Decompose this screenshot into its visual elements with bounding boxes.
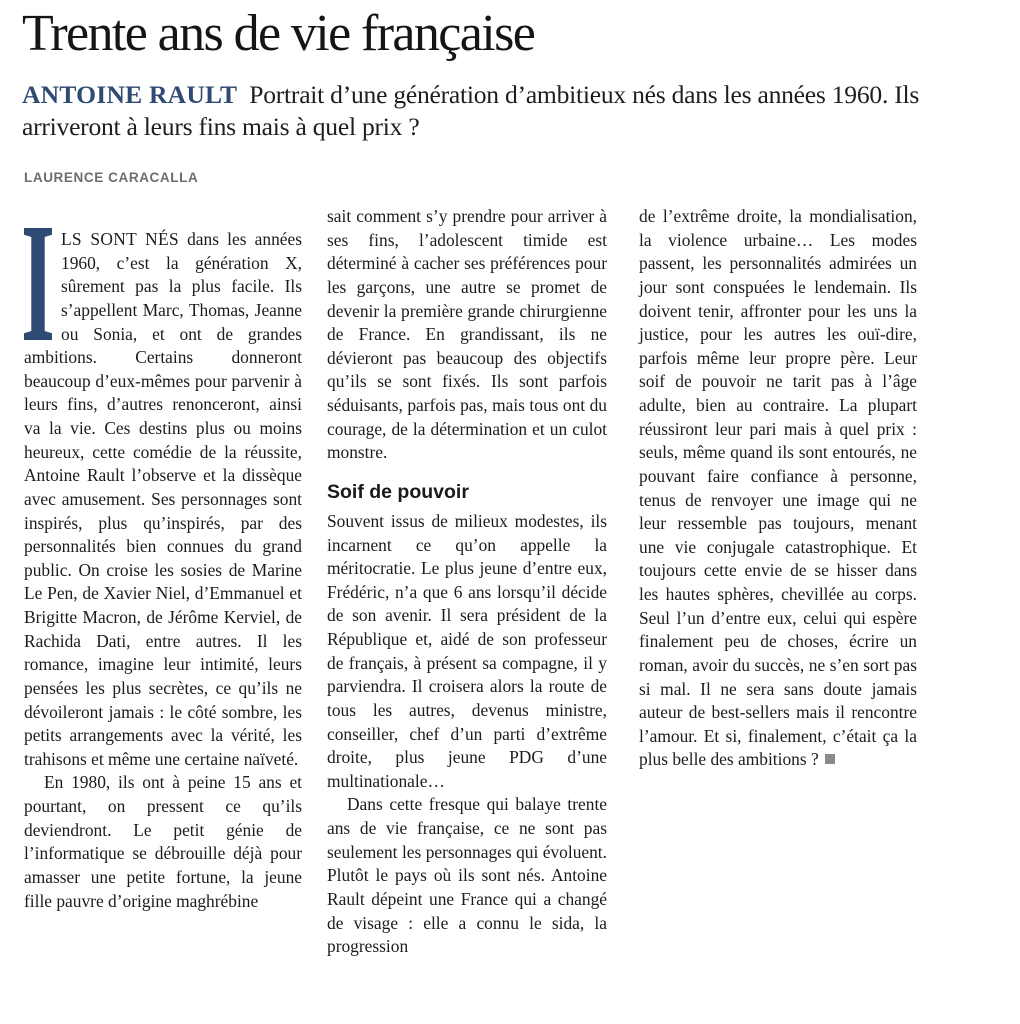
end-square-icon — [825, 754, 835, 764]
book-author-name: ANTOINE RAULT — [22, 80, 238, 109]
lead-smallcaps: LS SONT NÉS — [61, 229, 179, 249]
deck-text: Portrait d’une génération d’ambitieux nés dans les années 1960. Ils arriveront à leurs fins mais à quel prix ? — [22, 80, 920, 141]
paragraph-1 — [24, 228, 302, 771]
paragraph-4-end — [639, 205, 917, 772]
deck — [22, 79, 1012, 143]
dropcap-letter — [24, 228, 52, 340]
paragraph-4-end-text: de l’extrême droite, la mondialisation, la violence urbaine… Les modes passent, les personnalités admirées un jour sont conspuées le lendemain. Ils doivent tenir, affronter pour les uns la justice, pour les autres les ouï-dire, parfois même leur propre père. Leur soif de pouvoir ne tarit pas à l’âge adulte, bien au contraire. La plupart réussiront leur pari mais à quel prix : seuls, même quand ils sont entourés, ne pouvant faire confiance à personne, tenus de renvoyer une image qui ne leur ressemble pas toujours, menant une vie conjugale catastrophique. Et toujours cette envie de se hisser dans les hautes sphères, chevillée au corps. Seul l’un d’entre eux, celui qui espère finalement peu de choses, écrire un roman, avoir du succès, ne s’en sort pas si mal. Il ne sera sans doute jamais auteur de best-sellers mais il rencontre l’amour. Et si, finalement, c’était ça la plus belle des ambitions ? — [639, 206, 917, 770]
paragraph-3: Souvent issus de milieux modestes, ils incarnent ce qu’on appelle la méritocratie. Le plus jeune d’entre eux, Frédéric, n’a que 6 ans lorsqu’il décide de son avenir. Il sera président de la République et, aidé de son professeur de français, à présent sa compagne, il y parviendra. Il croisera alors la route de tous les autres, devenus ministre, conseiller, chef d’un parti d’extrême droite, plus jeune PDG d’une multinationale… — [327, 510, 607, 791]
column-3 — [639, 205, 917, 772]
paragraph-1-text: dans les années 1960, c’est la génération X, sûrement pas la plus facile. Ils s’appellent Marc, Thomas, Jeanne ou Sonia, et ont de grandes ambitions. Certains donneront beaucoup d’eux-mêmes pour parvenir à leurs fins, d’autres renonceront, ainsi va la vie. Ces destins plus ou moins heureux, cette comédie de la réussite, Antoine Rault l’observe et la dissèque avec amusement. Ses personnages sont inspirés, plus qu’inspirés, par des personnalités bien connues du grand public. On croise les sosies de Marine Le Pen, de Xavier Niel, d’Emmanuel et Brigitte Macron, de Jérôme Kerviel, de Rachida Dati, entre autres. Il les romance, imagine leur intimité, leurs pensées les plus secrètes, ce qu’ils ne dévoileront jamais : le côté sombre, les petits arrangements avec la vérité, les trahisons et même une certaine naïveté. — [24, 229, 302, 769]
column-1 — [24, 228, 302, 913]
headline: Trente ans de vie française — [22, 5, 535, 62]
paragraph-4-start: Dans cette fresque qui balaye trente ans de vie française, ce ne sont pas seulement les personnages qui évoluent. Plutôt le pays où ils sont nés. Antoine Rault dépeint une France qui a changé de visage : elle a connu le sida, la progression — [327, 794, 607, 957]
column-2 — [327, 205, 607, 959]
paragraph-2-end: sait comment s’y prendre pour arriver à ses fins, l’adolescent timide est déterminé à cacher ses préférences pour les garçons, une autre se promet de devenir la première grande chirurgienne de France. En grandissant, ils ne dévieront pas beaucoup des objectifs qu’ils se sont fixés. Ils sont parfois séduisants, parfois pas, mais tous ont du courage, de la détermination et un culot monstre. — [327, 206, 607, 463]
paragraph-2-start: En 1980, ils ont à peine 15 ans et pourtant, on pressent ce qu’ils deviendront. Le petit génie de l’informatique se débrouille déjà pour amasser une petite fortune, la jeune fille pauvre d’origine maghrébine — [24, 772, 302, 911]
subheading: Soif de pouvoir — [327, 480, 469, 503]
byline: LAURENCE CARACALLA — [24, 170, 199, 185]
